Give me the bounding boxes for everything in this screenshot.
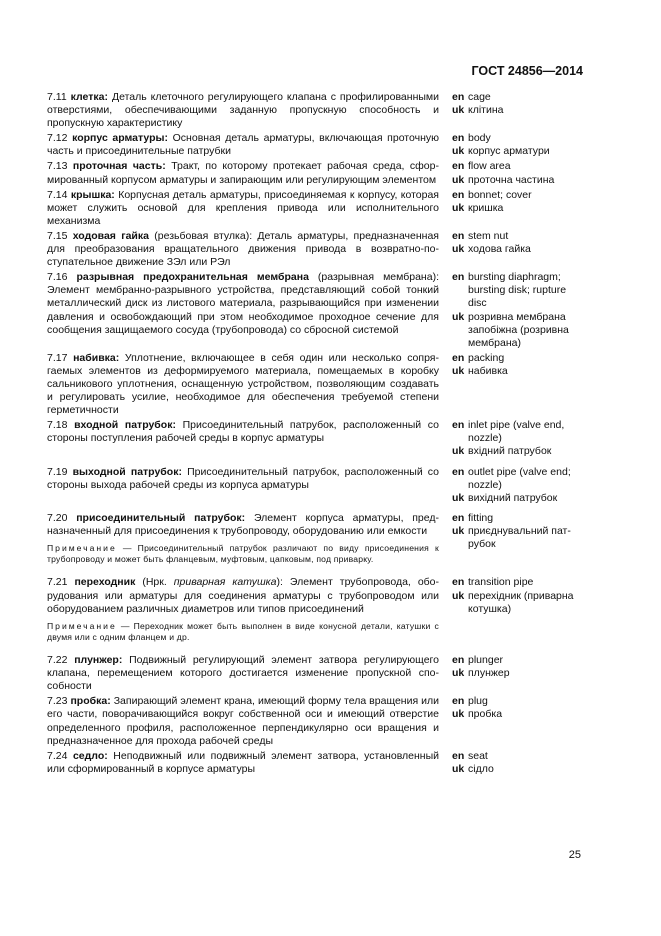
lang-en: en [452,419,465,432]
term-en: body [468,132,491,145]
term-uk: вхідний патрубок [468,445,552,458]
term-deprecated: приварная катушка [173,576,277,589]
term-name: корпус арматуры: [72,132,168,145]
term-translations [452,271,587,350]
term-entry [47,695,587,747]
term-translations [452,352,587,417]
term-entry [47,352,587,417]
term-entry [47,189,587,228]
term-definition [47,189,439,228]
term-definition [47,271,439,350]
note-label: Примечание [47,620,117,631]
term-entry [47,512,587,566]
term-definition [47,419,439,458]
term-uk: корпус арматури [468,145,550,158]
term-text: Присоединительный патрубок, расположенный со стороны выхода рабочей среды из корпуса арматуры [47,465,440,491]
term-translations [452,230,587,269]
term-en: bonnet; cover [468,188,532,201]
term-translations [452,419,587,458]
term-en: plug [468,695,488,708]
term-translations [452,466,587,505]
term-entry [47,419,587,458]
lang-uk: uk [452,243,465,256]
lang-uk: uk [452,201,465,214]
lang-uk: uk [452,310,465,323]
term-definition [47,512,439,566]
term-name: проточная часть: [72,160,166,173]
term-translations [452,654,587,693]
term-text: Присоединительный патрубок, расположенный со стороны поступления рабочей среды в корпус арматуры [47,419,439,445]
term-uk: проточна частина [468,173,555,186]
term-en: plunger [468,654,504,667]
lang-uk: uk [452,491,465,504]
term-uk: сідло [468,762,494,775]
lang-en: en [452,271,465,284]
lang-uk: uk [452,104,465,117]
note-text: — Переходник может быть выполнен в виде конусной детали, катушки с двумя или с одним фланцем и др. [47,620,439,642]
lang-uk: uk [452,589,465,602]
term-en: cage [468,91,491,103]
term-name: клетка: [70,91,108,103]
term-definition [47,576,439,643]
term-qualifier: (разрывная мембрана): [308,271,439,284]
term-name: переходник [74,576,136,589]
lang-en: en [452,465,465,478]
term-entry [47,576,587,643]
term-uk: ходова гайка [468,243,531,256]
term-uk: приєднувальний патрубок [468,524,571,550]
note [47,621,439,643]
term-entry [47,654,587,693]
lang-uk: uk [452,173,465,186]
term-definition [47,466,439,505]
term-entry [47,230,587,269]
term-text: Элемент корпуса арматуры, предназначенный для присоединения к трубопроводу, оборудованию или емкости [47,511,440,537]
term-qualifier-end: ): [276,576,283,589]
term-name: плунжер: [74,654,123,667]
lang-en: en [452,351,465,364]
term-number: 7.23 [47,695,68,708]
term-entry [47,271,587,350]
term-text: Корпусная деталь арматуры, присоединяемая к корпусу, которая может служить основой для крепления привода или исполнительного механизма [47,188,439,227]
term-en: bursting diaphragm; bursting disk; rupture disc [468,271,567,310]
term-number: 7.22 [47,654,68,667]
term-uk: кришка [468,201,504,214]
note-label: Примечание [47,543,117,553]
term-text: Основная деталь арматуры, включающая проточную часть и присоединительные патрубки [47,132,440,158]
term-definition [47,695,439,747]
term-translations [452,132,587,158]
term-text: Тракт, по которому протекает рабочая среда, сформированный корпусом арматуры и запирающим или регулирующим элементом [47,160,439,186]
term-definition [47,132,439,158]
term-name: ходовая гайка [72,229,149,242]
term-text: Запирающий элемент крана, имеющий форму тела вращения или его части, поворачивающийся вокруг собственной оси и имеющий отверстие определенного профиля, расположенное перпендикулярно оси вращения и предназначенное для прохода рабочей среды [47,695,440,747]
term-en: transition pipe [468,576,534,589]
term-translations [452,160,587,186]
term-definition [47,91,439,130]
term-name: пробка: [70,695,111,708]
term-text: Неподвижный или подвижный элемент затвора, установленный или сформированный в корпусе арматуры [47,749,440,775]
term-number: 7.21 [47,576,68,589]
term-number: 7.19 [47,465,68,478]
term-definition [47,750,439,776]
term-uk: набивка [468,364,508,377]
note-text: — Присоединительный патрубок различают по виду присоединения к трубопроводу и может быть фланцевым, муфтовым, цапковым, под приварку. [47,543,439,565]
term-name: выходной патрубок: [72,465,182,478]
term-en: fitting [468,511,494,524]
term-number: 7.15 [47,229,68,242]
term-uk: розривна мембрана запобіжна (розривна мембрана) [468,310,569,349]
term-number: 7.14 [47,188,68,201]
term-translations [452,91,587,130]
lang-en: en [452,132,465,145]
term-number: 7.16 [47,271,68,284]
term-text: Деталь клеточного регулирующего клапана с профилированными отверстиями, обеспечивающими заданную пропускную способность и пропускную характеристику [47,91,439,130]
term-number: 7.17 [47,351,68,364]
term-uk: вихідний патрубок [468,491,558,504]
lang-en: en [452,695,465,708]
term-definition [47,352,439,417]
term-entry [47,750,587,776]
term-definition [47,654,439,693]
term-text: Деталь арматуры, предназначенная для преобразования вращательного движения привода в возвратно-поступательное движение ЗЭл или РЭл [47,229,439,269]
term-text: Уплотнение, включающее в себя один или несколько сопрягаемых элементов из деформируемого материала, помещаемых в коробку сальникового уплотнения, оснащенную устройством, позволяющим создавать и регулировать усилие, необходимое для обеспечения требуемой степени герметичности [47,351,439,417]
term-name: входной патрубок: [74,419,176,432]
term-en: flow area [468,160,511,173]
term-number: 7.11 [47,91,67,103]
term-text: Элемент трубопровода, оборудования или арматуры для соединения арматуры с трубопроводом или оборудованием различных диаметров или типов присоединений [47,576,440,615]
note [47,543,439,565]
term-number: 7.13 [47,160,68,173]
term-uk: пробка [468,708,503,721]
lang-en: en [452,749,465,762]
lang-en: en [452,188,465,201]
term-en: inlet pipe (valve end, nozzle) [468,419,565,445]
term-translations [452,189,587,228]
term-en: seat [468,749,488,762]
term-translations [452,512,587,566]
page-number: 25 [568,849,581,861]
term-name: седло: [72,749,108,762]
term-translations [452,695,587,747]
term-number: 7.18 [47,419,68,432]
lang-uk: uk [452,524,465,537]
term-translations [452,750,587,776]
term-uk: клітина [468,104,504,117]
term-number: 7.12 [47,132,68,145]
term-entry [47,132,587,158]
lang-uk: uk [452,364,465,377]
lang-uk: uk [452,708,465,721]
lang-en: en [452,229,465,242]
term-en: stem nut [468,229,509,242]
term-qualifier: (резьбовая втулка): [148,229,253,242]
lang-en: en [452,654,465,667]
lang-en: en [452,160,465,173]
term-name: крышка: [70,188,115,201]
lang-uk: uk [452,145,465,158]
lang-en: en [452,511,465,524]
term-number: 7.20 [47,511,68,524]
term-en: outlet pipe (valve end; nozzle) [468,465,571,491]
lang-uk: uk [452,667,465,680]
term-definition [47,160,439,186]
term-entry [47,91,587,130]
term-en: packing [468,351,505,364]
term-text: Подвижный регулирующий элемент затвора регулирующего клапана, перемещением которого достигается изменение пропускной способности [47,654,439,693]
terms-list [47,91,587,778]
term-uk: перехідник (приварна котушка) [468,589,574,615]
term-entry [47,160,587,186]
term-text: Элемент мембранно-разрывного устройства, представляющий собой тонкий металлический диск из листового материала, разрывающийся при изменении давления и освобождающий при этом необходимое проходное сечение для сообщения защищаемого сосуда (трубопровода) со сбросной системой [47,284,439,336]
term-definition [47,230,439,269]
term-entry [47,466,587,505]
term-qualifier: (Нрк. [135,576,174,589]
document-header: ГОСТ 24856—2014 [471,64,583,78]
lang-uk: uk [452,762,465,775]
term-translations [452,576,587,643]
lang-en: en [452,91,465,103]
term-name: присоединительный патрубок: [76,511,246,524]
term-name: разрывная предохранительная мембрана [76,271,309,284]
term-name: набивка: [73,351,120,364]
term-uk: плунжер [468,667,510,680]
lang-en: en [452,576,465,589]
term-number: 7.24 [47,749,68,762]
lang-uk: uk [452,445,465,458]
